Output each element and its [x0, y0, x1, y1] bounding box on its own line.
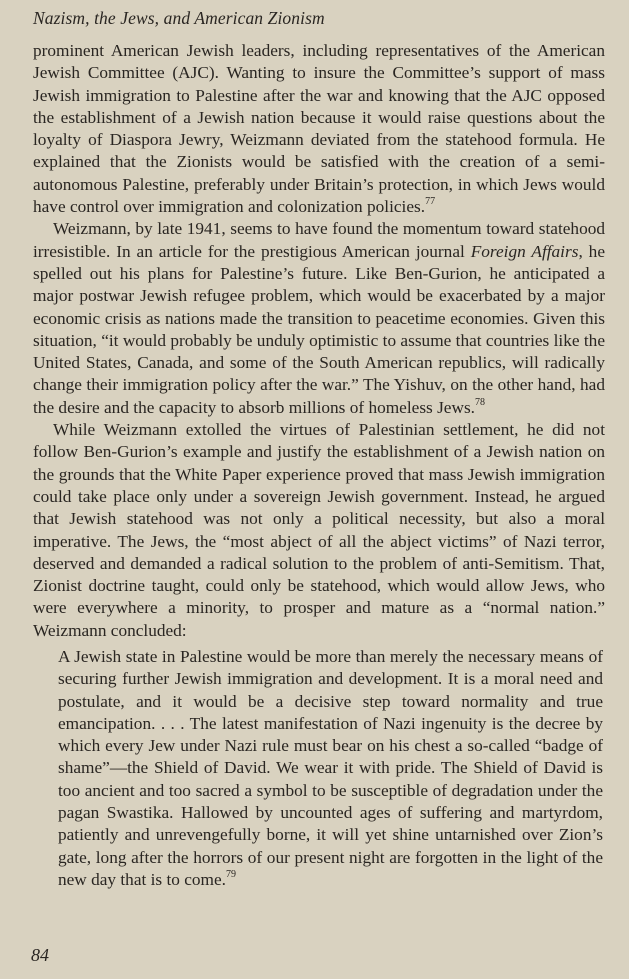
body-text	[33, 40, 605, 642]
paragraph-1	[33, 40, 605, 218]
paragraph-2-text-b: , he spelled out his plans for Palestine’s future. Like Ben-Gurion, he anticipated a major postwar Jewish refugee problem, which would be exacerbated by a major economic crisis as nations made the transition to peacetime economies. Given this situation, “it would probably be unduly optimistic to assume that countries like the United States, Canada, and some of the South American republics, will radically change their immigration policy after the war.” The Yishuv, on the other hand, had the desire and the capacity to absorb millions of homeless Jews.	[33, 241, 605, 417]
running-head: Nazism, the Jews, and American Zionism	[33, 8, 325, 28]
page-number: 84	[31, 945, 49, 965]
block-quote-paragraph	[58, 646, 603, 891]
footnote-ref-77: 77	[425, 196, 436, 208]
paragraph-3-text: While Weizmann extolled the virtues of Palestinian settlement, he did not follow Ben-Gurion’s example and justify the establishment of a Jewish nation on the grounds that the White Paper experience proved that mass Jewish immigration could take place only under a sovereign Jewish government. Instead, he argued that Jewish statehood was not only a political necessity, but also a moral imperative. The Jews, the “most abject of all the abject victims” of Nazi terror, deserved and demanded a radical solution to the problem of anti-Semitism. That, Zionist doctrine taught, could only be statehood, which would allow Jews, who were everywhere a minority, to prosper and mature as a “normal nation.” Weizmann concluded:	[33, 420, 605, 640]
footnote-ref-79: 79	[225, 869, 236, 881]
block-quote-text: A Jewish state in Palestine would be more than merely the necessary means of securing further Jewish immigration and development. It is a moral need and postulate, and it would be a decisive step toward normality and true emancipation. . . . The latest manifestation of Nazi ingenuity is the decree by which every Jew under Nazi rule must bear on his chest a so-called “badge of shame”—the Shield of David. We wear it with pride. The Shield of David is too ancient and too sacred a symbol to be susceptible of degradation under the pagan Swastika. Hallowed by uncounted ages of suffering and martyrdom, patiently and unrevengefully borne, it will yet shine untarnished over Zion’s gate, long after the horrors of our present night are forgotten in the light of the new day that is to come.	[58, 647, 603, 889]
block-quote	[58, 646, 603, 891]
paragraph-2-text-a: Weizmann, by late 1941, seems to have found the momentum toward statehood irresistible. In an article for the prestigious American journal	[33, 219, 605, 261]
paragraph-1-text: prominent American Jewish leaders, including representatives of the American Jewish Committee (AJC). Wanting to insure the Committee’s support of mass Jewish immigration to Palestine after the war and knowing that the AJC opposed the establishment of a Jewish nation because it would raise questions about the loyalty of Diaspora Jewry, Weizmann deviated from the statehood formula. He explained that the Zionists would be satisfied with the creation of a semi-autonomous Palestine, preferably under Britain’s protection, in which Jews would have control over immigration and colonization policies.	[33, 41, 605, 217]
paragraph-3	[33, 419, 605, 642]
paragraph-2	[33, 218, 605, 419]
footnote-ref-78: 78	[475, 396, 486, 408]
journal-title: Foreign Affairs	[470, 241, 579, 261]
